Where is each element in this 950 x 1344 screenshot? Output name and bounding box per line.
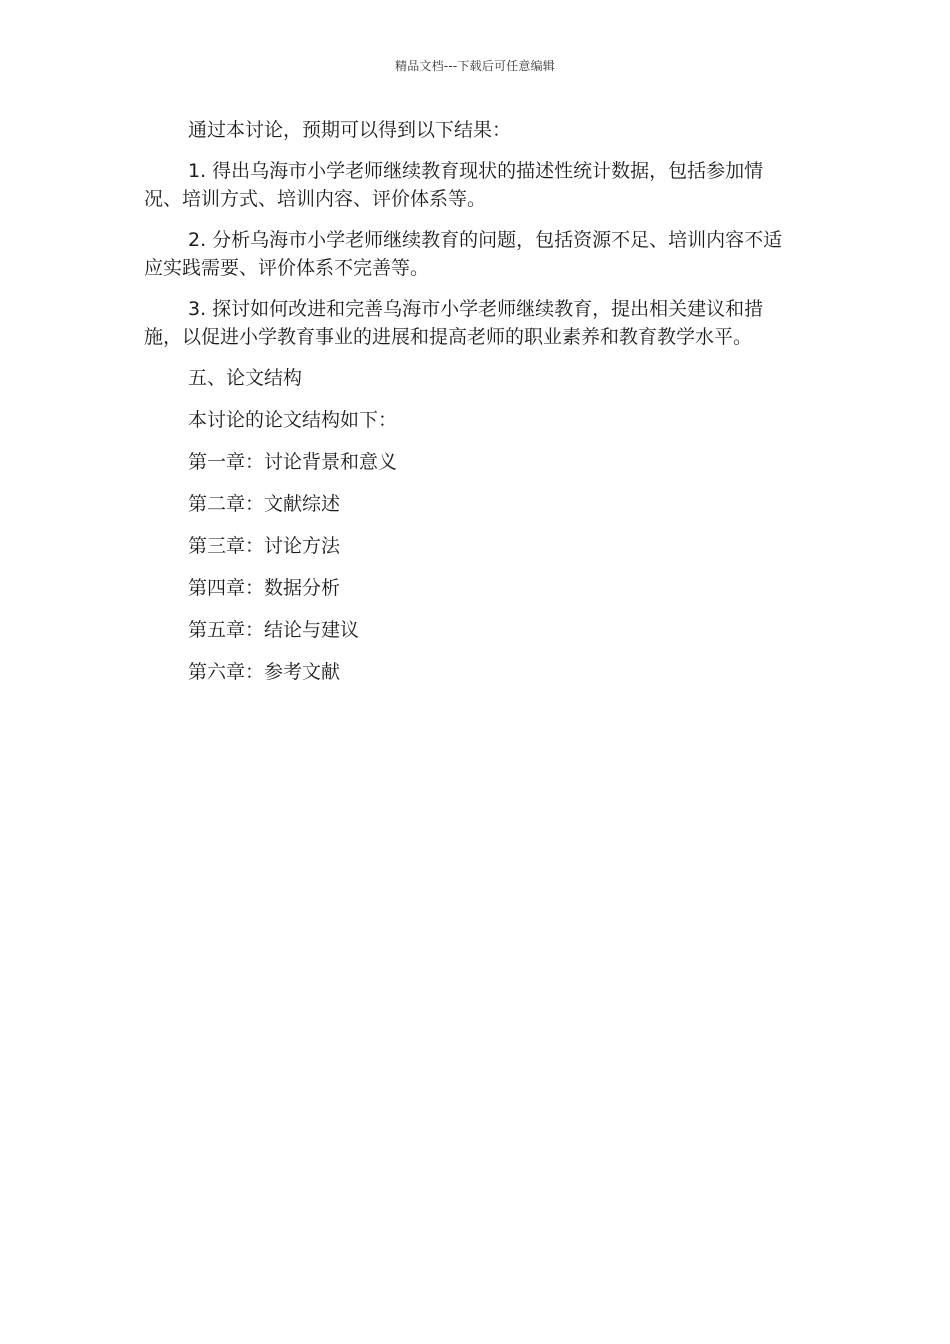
chapter-item-1: 第一章：讨论背景和意义: [188, 451, 398, 473]
result-item-1: 1. 得出乌海市小学老师继续教育现状的描述性统计数据，包括参加情况、培训方式、培训内容、评价体系等。: [144, 160, 764, 210]
chapter-item-3: 第三章：讨论方法: [188, 535, 341, 557]
page-header: 精品文档---下载后可任意编辑: [395, 59, 555, 73]
structure-intro: 本讨论的论文结构如下：: [188, 409, 398, 431]
result-item-2: 2. 分析乌海市小学老师继续教育的问题，包括资源不足、培训内容不适应实践需要、评价体系不完善等。: [144, 229, 783, 279]
chapter-item-6: 第六章：参考文献: [188, 661, 341, 683]
intro-paragraph: 通过本讨论，预期可以得到以下结果：: [188, 119, 512, 141]
chapter-item-4: 第四章：数据分析: [188, 577, 341, 599]
chapter-item-2: 第二章：文献综述: [188, 493, 341, 515]
document-body: [144, 116, 800, 700]
result-item-3: 3. 探讨如何改进和完善乌海市小学老师继续教育，提出相关建议和措施，以促进小学教育事业的进展和提高老师的职业素养和教育教学水平。: [144, 298, 764, 348]
section-heading: 五、论文结构: [188, 367, 303, 389]
chapter-item-5: 第五章：结论与建议: [188, 619, 360, 641]
